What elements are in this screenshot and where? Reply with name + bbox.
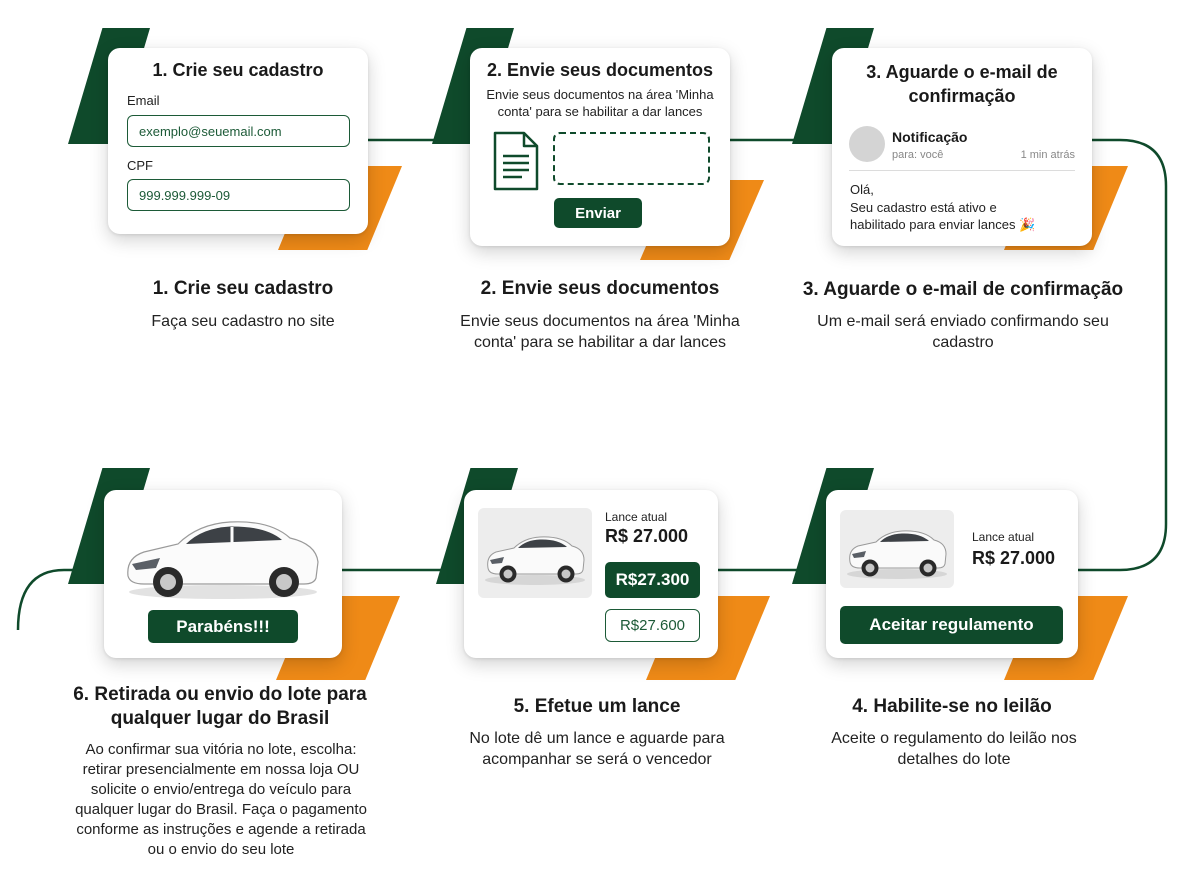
car-image [840, 510, 954, 588]
step-6-desc: Ao confirmar sua vitória no lote, escolha: retirar presencialmente em nossa loja OU solicite o envio/entrega do veículo para qualquer lugar do Brasil. Faça o pagamento conforme as instruções e agende a retirada ou o envio do seu lote [75, 741, 367, 858]
step-4-desc: Aceite o regulamento do leilão nos detalhes do lote [831, 730, 1077, 768]
accept-rules-button[interactable]: Aceitar regulamento [840, 606, 1063, 644]
step-4-title: 4. Habilite-se no leilão [852, 696, 1052, 717]
documents-card [470, 48, 730, 246]
email-greeting: Olá, [850, 182, 874, 197]
step-3-desc: Um e-mail será enviado confirmando seu cadastro [817, 313, 1109, 351]
step-2-title: 2. Envie seus documentos [480, 278, 720, 299]
car-image [478, 508, 592, 598]
email-message: Seu cadastro está ativo e habilitado para enviar lances 🎉 [850, 200, 1036, 232]
car-image [120, 498, 326, 606]
notification-time: 1 min atrás [1020, 149, 1075, 161]
notification-recipient: para: você [892, 149, 944, 161]
avatar-icon [849, 126, 885, 162]
step-2-desc: Envie seus documentos na área 'Minha conta' para se habilitar a dar lances [460, 313, 740, 351]
divider [849, 170, 1075, 171]
car-icon [478, 508, 592, 598]
email-field[interactable]: exemplo@seuemail.com [127, 115, 350, 147]
step-6-title: 6. Retirada ou envio do lote para qualquer lugar do Brasil [73, 684, 367, 729]
step-3-title: 3. Aguarde o e-mail de confirmação [802, 279, 1124, 300]
car-icon [840, 510, 954, 588]
bid-option-button[interactable]: R$27.600 [605, 609, 700, 642]
accept-rules-card [826, 490, 1078, 658]
card-title: 2. Envie seus documentos [486, 60, 714, 80]
current-bid-value: R$ 27.000 [972, 548, 1056, 568]
step-5-title: 5. Efetue um lance [513, 696, 681, 717]
email-notification-card [832, 48, 1092, 246]
cpf-label: CPF [127, 158, 153, 173]
email-label: Email [127, 93, 160, 108]
step-5-desc: No lote dê um lance e aguarde para acompanhar se será o vencedor [469, 730, 725, 768]
congratulations-card [104, 490, 342, 658]
cpf-field[interactable]: 999.999.999-09 [127, 179, 350, 211]
send-button[interactable]: Enviar [554, 198, 642, 228]
place-bid-card [464, 490, 718, 658]
notification-title: Notificação [892, 129, 968, 145]
congratulations-badge: Parabéns!!! [148, 610, 298, 643]
card-title: 1. Crie seu cadastro [152, 60, 324, 80]
signup-card [108, 48, 368, 234]
file-drop-zone[interactable] [553, 132, 710, 185]
current-bid-value: R$ 27.000 [605, 526, 689, 546]
step-1-title: 1. Crie seu cadastro [152, 278, 334, 299]
card-desc: Envie seus documentos na área 'Minha conta' para se habilitar a dar lances [486, 87, 714, 119]
card-title: 3. Aguarde o e-mail de confirmação [866, 62, 1058, 106]
step-1-desc: Faça seu cadastro no site [151, 313, 335, 330]
document-icon [492, 130, 540, 197]
bid-option-button[interactable]: R$27.300 [605, 562, 700, 598]
car-icon [120, 498, 326, 606]
current-bid-label: Lance atual [972, 530, 1035, 544]
current-bid-label: Lance atual [605, 510, 668, 524]
